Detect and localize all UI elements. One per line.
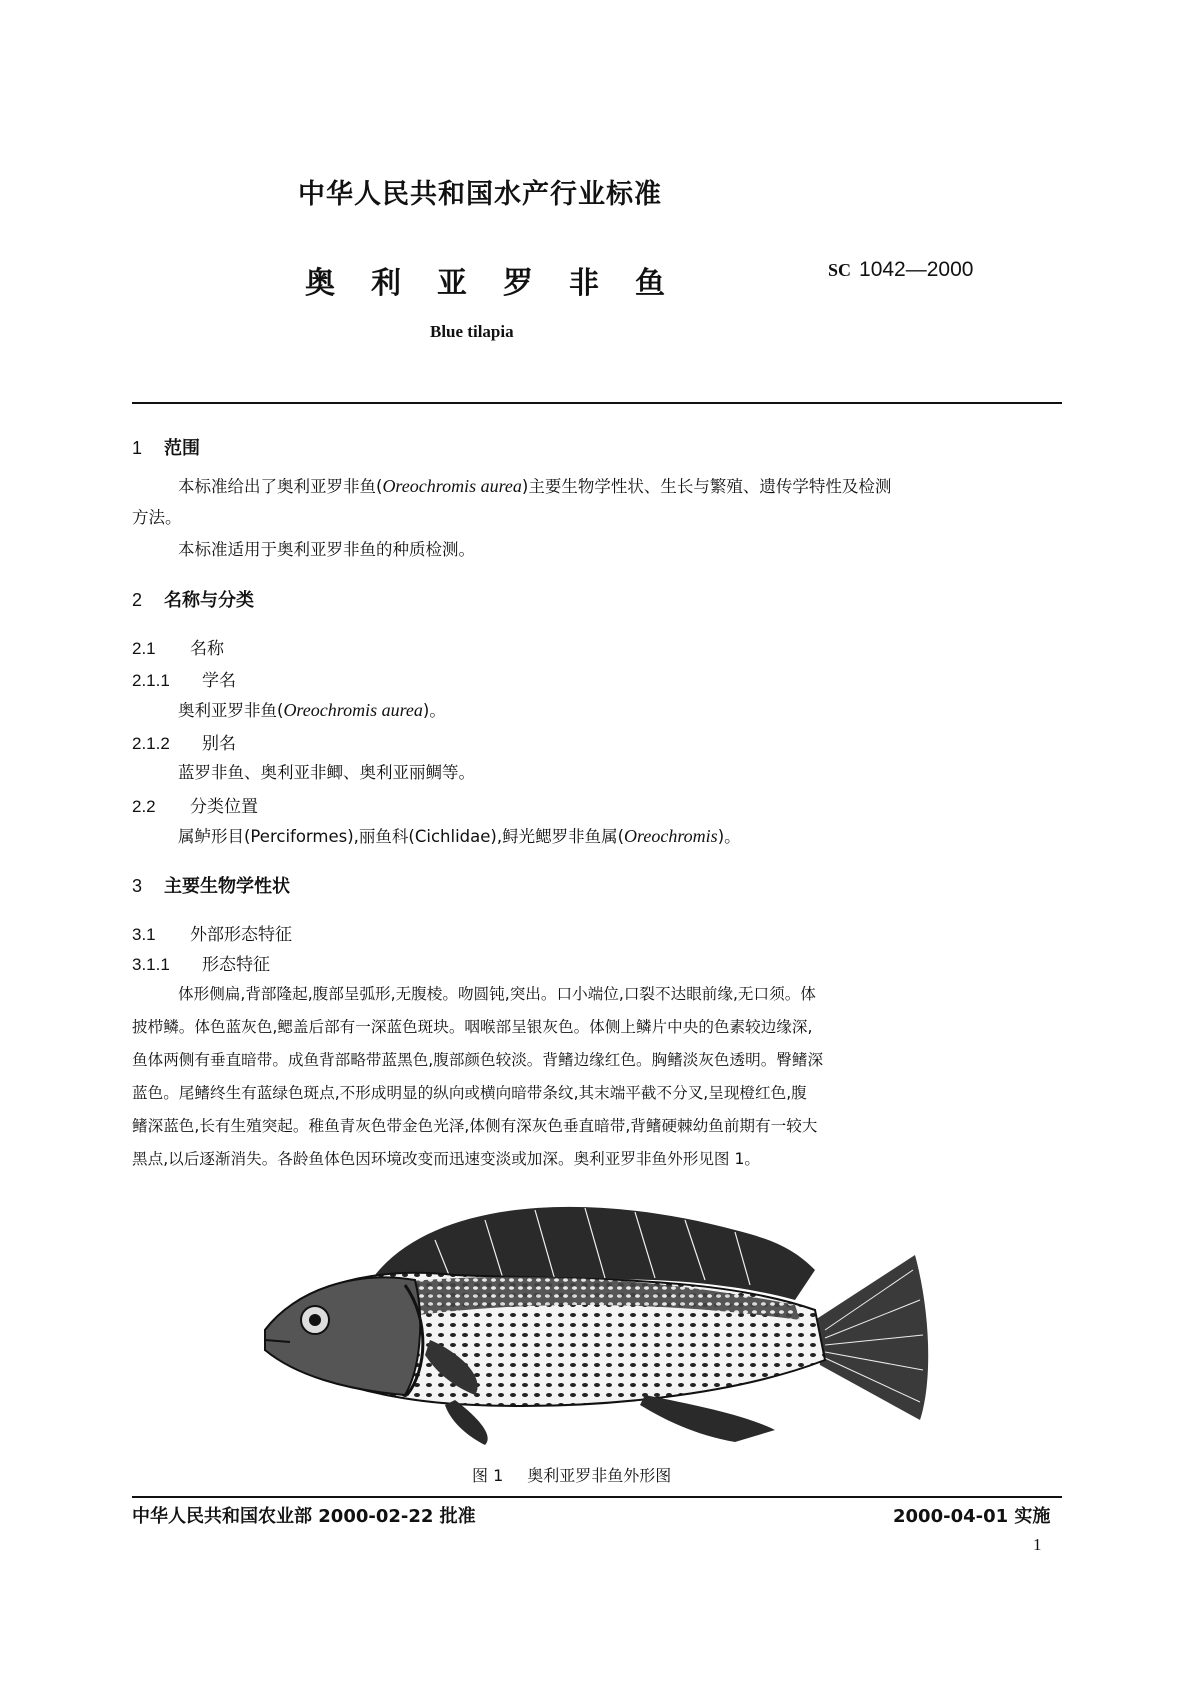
subsection-number: 3.1.1 <box>132 955 170 974</box>
subsection-2-1-1 <box>132 666 236 691</box>
section-number: 3 <box>132 876 143 896</box>
text: 属鲈形目(Perciformes),丽鱼科(Cichlidae),鲟光鳃罗非鱼属( <box>178 827 625 846</box>
subsection-3-1 <box>132 920 292 945</box>
section-1-paragraph-2: 本标准适用于奥利亚罗非鱼的种质检测。 <box>178 540 475 559</box>
section-number: 1 <box>132 438 143 458</box>
figure-caption <box>472 1463 671 1486</box>
standard-category: 中华人民共和国水产行业标准 <box>298 179 662 210</box>
morphology-line-5: 鳍深蓝色,长有生殖突起。稚鱼青灰色带金色光泽,体侧有深灰色垂直暗带,背鳍硬棘幼鱼前期有一较大 <box>132 1117 818 1135</box>
anal-fin <box>640 1395 775 1442</box>
standard-code-number: 1042—2000 <box>859 258 974 281</box>
pupil <box>309 1314 321 1326</box>
document-title: 奥利亚罗非鱼 <box>305 266 701 301</box>
section-3-heading <box>132 872 290 898</box>
subsection-title: 名称 <box>190 639 224 659</box>
subsection-number: 2.1 <box>132 639 156 658</box>
text: )主要生物学性状、生长与繁殖、遗传学特性及检测 <box>521 477 892 496</box>
figure-label: 图 1 <box>472 1466 504 1485</box>
scientific-name: Oreochromis <box>624 826 718 846</box>
subsection-number: 2.1.1 <box>132 671 170 690</box>
classification-text <box>178 820 741 853</box>
section-1-paragraph-1 <box>178 470 891 503</box>
implementation-date: 2000-04-01 实施 <box>893 1506 1051 1527</box>
text: )。 <box>717 827 741 846</box>
section-1-heading <box>132 434 200 460</box>
morphology-line-6: 黑点,以后逐渐消失。各龄鱼体色因环境改变而迅速变淡或加深。奥利亚罗非鱼外形见图 1。 <box>132 1150 760 1168</box>
text: )。 <box>422 701 446 720</box>
subsection-number: 2.2 <box>132 797 156 816</box>
section-title: 主要生物学性状 <box>164 876 290 897</box>
header-divider <box>132 402 1062 404</box>
section-title: 名称与分类 <box>164 590 254 611</box>
footer-divider <box>132 1496 1062 1498</box>
english-title: Blue tilapia <box>430 322 514 341</box>
text: 奥利亚罗非鱼( <box>178 701 284 720</box>
page-number: 1 <box>1033 1535 1042 1554</box>
figure-caption-text: 奥利亚罗非鱼外形图 <box>527 1466 672 1485</box>
morphology-line-3: 鱼体两侧有垂直暗带。成鱼背部略带蓝黑色,腹部颜色较淡。背鳍边缘红色。胸鳍淡灰色透明。臀鳍深 <box>132 1051 824 1069</box>
pelvic-fin <box>445 1400 488 1445</box>
subsection-number: 3.1 <box>132 925 156 944</box>
morphology-line-2: 披栉鳞。体色蓝灰色,鳃盖后部有一深蓝色斑块。咽喉部呈银灰色。体侧上鳞片中央的色素较边缘深, <box>132 1018 813 1036</box>
subsection-title: 别名 <box>202 734 236 754</box>
morphology-line-4: 蓝色。尾鳍终生有蓝绿色斑点,不形成明显的纵向或横向暗带条纹,其末端平截不分叉,呈现橙红色,腹 <box>132 1084 807 1102</box>
subsection-title: 形态特征 <box>202 955 270 975</box>
standard-code <box>828 258 973 282</box>
tail-fin <box>815 1255 928 1420</box>
fish-head <box>265 1277 420 1395</box>
scientific-name: Oreochromis aurea <box>283 700 423 720</box>
text: 本标准给出了奥利亚罗非鱼( <box>178 477 383 496</box>
scientific-name-text <box>178 694 446 727</box>
tilapia-illustration <box>255 1180 935 1460</box>
approval-date: 中华人民共和国农业部 2000-02-22 批准 <box>132 1506 476 1527</box>
subsection-title: 学名 <box>202 671 236 691</box>
section-title: 范围 <box>164 438 200 459</box>
morphology-line-1: 体形侧扁,背部隆起,腹部呈弧形,无腹棱。吻圆钝,突出。口小端位,口裂不达眼前缘,无口须。体 <box>178 985 816 1003</box>
subsection-2-1-2 <box>132 729 236 754</box>
alias-text: 蓝罗非鱼、奥利亚非鲫、奥利亚丽鲷等。 <box>178 763 475 782</box>
subsection-number: 2.1.2 <box>132 734 170 753</box>
subsection-title: 外部形态特征 <box>190 925 292 945</box>
section-number: 2 <box>132 590 143 610</box>
subsection-2-1 <box>132 634 224 659</box>
standard-code-prefix: SC <box>828 260 852 280</box>
subsection-2-2 <box>132 792 258 817</box>
subsection-3-1-1 <box>132 950 270 975</box>
section-1-paragraph-1-cont: 方法。 <box>132 508 182 527</box>
section-2-heading <box>132 586 254 612</box>
scientific-name: Oreochromis aurea <box>382 476 522 496</box>
subsection-title: 分类位置 <box>190 797 258 817</box>
